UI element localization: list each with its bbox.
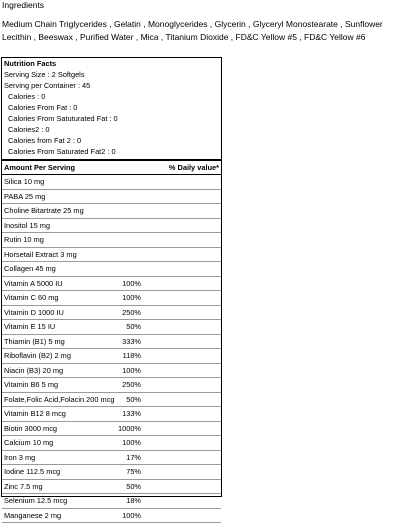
nutrient-row [2,480,221,495]
nutrient-daily-value: 250% [122,306,141,320]
amount-per-serving-header [2,161,221,175]
nutrient-row [2,378,221,393]
nutrient-row [2,190,221,205]
nutrient-name: Vitamin B12 8 mcg [4,407,66,421]
nutrient-name: Thiamin (B1) 5 mg [4,335,65,349]
nutrient-row [2,219,221,234]
nutrient-row [2,306,221,321]
nutrient-name: Manganese 2 mg [4,509,61,523]
ingredients-title: Ingredients [2,0,44,10]
nutrient-row [2,248,221,263]
nutrient-daily-value: 18% [126,494,141,508]
nutrient-name: Calcium 10 mg [4,436,53,450]
servings-per-container: Serving per Container : 45 [2,80,221,91]
nutrient-row [2,349,221,364]
nutrient-daily-value: 50% [126,320,141,334]
nutrient-daily-value: 250% [122,378,141,392]
nutrient-daily-value: 75% [126,465,141,479]
nutrient-daily-value: 1000% [118,422,141,436]
calories-from-saturated-fat-line: Calories From Satuturated Fat : 0 [2,113,221,124]
nutrient-row [2,277,221,292]
nutrient-name: Choline Bitartrate 25 mg [4,204,84,218]
nutrient-name: Vitamin B6 5 mg [4,378,58,392]
nutrient-name: Riboflavin (B2) 2 mg [4,349,71,363]
nutrient-daily-value: 50% [126,393,141,407]
nutrient-row [2,494,221,509]
nutrient-daily-value: 118% [123,349,141,363]
nutrient-name: Horsetail Extract 3 mg [4,248,77,262]
nutrient-row [2,320,221,335]
calories2-line: Calories2 : 0 [2,124,221,135]
nutrient-name: Vitamin E 15 IU [4,320,55,334]
amount-per-serving-label: Amount Per Serving [4,161,75,174]
nutrient-name: Inositol 15 mg [4,219,50,233]
nutrient-row [2,393,221,408]
nutrient-list [2,175,221,523]
nutrient-daily-value: 100% [122,277,141,291]
nutrient-name: Collagen 45 mg [4,262,56,276]
nutrient-daily-value: 100% [122,509,141,523]
serving-size: Serving Size : 2 Softgels [2,69,221,80]
nutrient-name: Iron 3 mg [4,451,35,465]
nutrient-daily-value: 333% [122,335,141,349]
nutrient-row [2,204,221,219]
nutrient-name: Silica 10 mg [4,175,44,189]
nutrient-name: Vitamin C 60 mg [4,291,59,305]
nutrient-name: Rutin 10 mg [4,233,44,247]
nutrient-row [2,175,221,190]
nutrient-row [2,262,221,277]
nutrition-facts-panel [1,57,222,497]
nutrient-row [2,407,221,422]
nutrient-row [2,233,221,248]
nutrient-name: Vitamin A 5000 IU [4,277,63,291]
nutrient-row [2,451,221,466]
nutrient-daily-value: 100% [122,436,141,450]
nutrient-row [2,436,221,451]
nutrient-daily-value: 100% [122,364,141,378]
nutrient-name: Biotin 3000 mcg [4,422,57,436]
nutrient-row [2,422,221,437]
nutrient-daily-value: 17% [126,451,141,465]
daily-value-label: % Daily value* [169,161,219,174]
calories-from-fat-line: Calories From Fat : 0 [2,102,221,113]
nutrient-daily-value: 50% [126,480,141,494]
nutrient-name: Iodine 112.5 mcg [4,465,60,479]
nutrient-name: Selenium 12.5 mcg [4,494,67,508]
nutrition-facts-heading: Nutrition Facts [2,58,221,69]
nutrient-daily-value: 100% [122,291,141,305]
calories-line: Calories : 0 [2,91,221,102]
calories-from-fat2-line: Calories from Fat 2 : 0 [2,135,221,146]
nutrient-row [2,465,221,480]
nutrient-name: Vitamin D 1000 IU [4,306,64,320]
nutrient-name: Folate,Folic Acid,Folacin 200 mcg [4,393,115,407]
nutrient-row [2,364,221,379]
nutrient-row [2,509,221,523]
nutrient-daily-value: 133% [122,407,141,421]
nutrient-row [2,335,221,350]
nutrient-row [2,291,221,306]
ingredients-list: Medium Chain Triglycerides , Gelatin , Monoglycerides , Glycerin , Glyceryl Monostearate , Sunflower Lecithin , Beeswax , Purified Water , Mica , Titanium Dioxide , FD&C Yellow #5 , FD&C Yellow #6 [2,18,406,44]
nutrient-name: Niacin (B3) 20 mg [4,364,63,378]
nutrient-name: Zinc 7.5 mg [4,480,43,494]
calories-from-saturated-fat2-line: Calories From Saturated Fat2 : 0 [2,146,221,157]
nutrient-name: PABA 25 mg [4,190,45,204]
